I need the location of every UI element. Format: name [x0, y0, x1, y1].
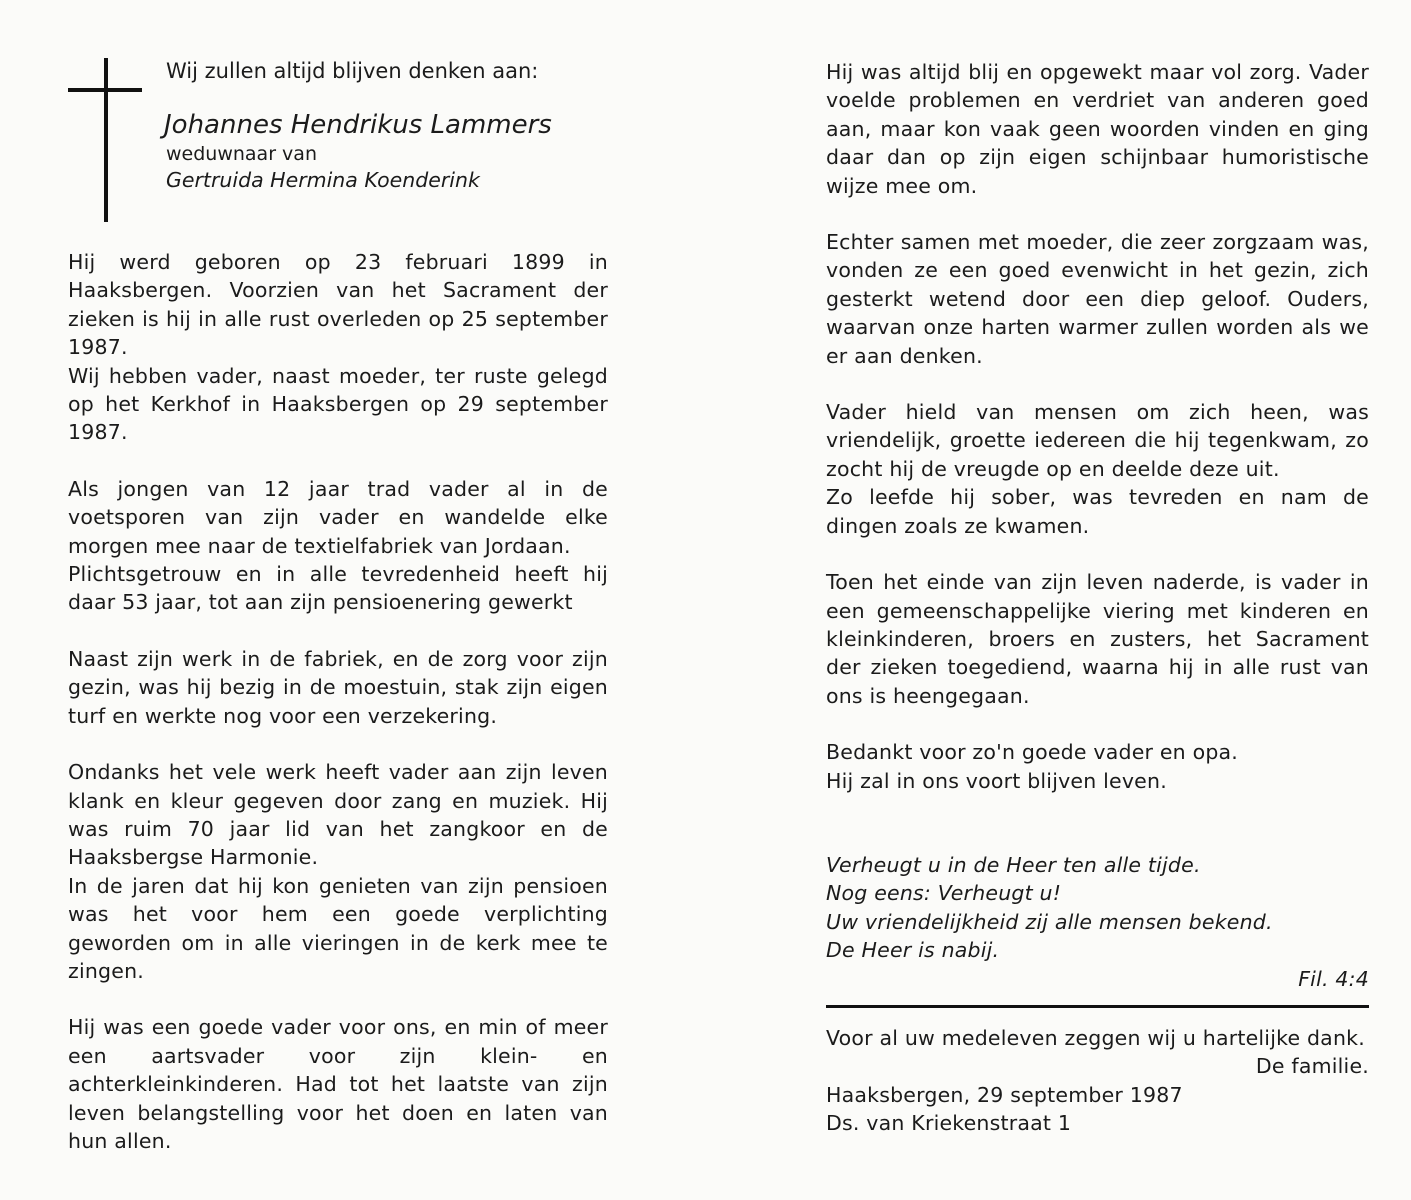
paragraph-youth: Als jongen van 12 jaar trad vader al in de voetsporen van zijn vader en wandelde elke morgen mee naar de textielfabriek van Jordaan. [68, 476, 608, 558]
cross-icon-bar [68, 88, 142, 92]
verse-line: Nog eens: Verheugt u! [826, 881, 1062, 906]
paragraph-people: Vader hield van mensen om zich heen, was vriendelijk, groette iedereen die hij tegenkwam, zo zocht hij de vreugde op en deelde deze uit. [826, 400, 1369, 481]
paragraph-work: Plichtsgetrouw en in alle tevredenheid heeft hij daar 53 jaar, tot aan zijn pensioenering gewerkt [68, 562, 608, 615]
paragraph-end: Toen het einde van zijn leven naderde, is vader in een gemeenschappelijke viering met kinderen en kleinkinderen, broers en zusters, het Sacrament der zieken toegediend, waarna hij in alle rust van ons is heengegaan. [826, 570, 1369, 708]
cross-icon [104, 58, 108, 222]
right-column [826, 58, 1369, 1138]
divider [826, 1005, 1369, 1008]
verse-line: Uw vriendelijkheid zij alle mensen bekend. [826, 909, 1273, 934]
paragraph-mother: Echter samen met moeder, die zeer zorgzaam was, vonden ze een goed evenwicht in het gezin, zich gesterkt wetend door een diep geloof. Ouders, waarvan onze harten warmer zullen worden als we er aan denken. [826, 230, 1369, 368]
widower-label: weduwnaar van [166, 143, 317, 165]
thanks-father: Bedankt voor zo'n goede vader en opa. [826, 740, 1239, 765]
thanks-message: Voor al uw medeleven zeggen wij u hartelijke dank. [826, 1025, 1365, 1050]
place-date: Haaksbergen, 29 september 1987 [826, 1082, 1183, 1107]
paragraph-sober: Zo leefde hij sober, was tevreden en nam de dingen zoals ze kwamen. [826, 485, 1369, 538]
paragraph-character: Hij was altijd blij en opgewekt maar vol zorg. Vader voelde problemen en verdriet van anderen goed aan, maar kon vaak geen woorden vinden en ging daar dan op zijn eigen schijnbaar humoristische wijze mee om. [826, 60, 1369, 198]
address: Ds. van Kriekenstraat 1 [826, 1111, 1072, 1136]
paragraph-birth: Hij werd geboren op 23 februari 1899 in Haaksbergen. Voorzien van het Sacrament der zieken is hij in alle rust overleden op 25 september 1987. [68, 250, 608, 360]
spouse-name: Gertruida Hermina Koenderink [166, 168, 480, 192]
paragraph-music: Ondanks het vele werk heeft vader aan zijn leven klank en kleur gegeven door zang en muziek. Hij was ruim 70 jaar lid van het zangkoor en de Haaksbergse Harmonie. [68, 760, 608, 870]
verse-reference: Fil. 4:4 [1298, 966, 1369, 991]
paragraph-burial: Wij hebben vader, naast moeder, ter ruste gelegd op het Kerkhof in Haaksbergen op 29 september 1987. [68, 363, 608, 445]
intro-line: Wij zullen altijd blijven denken aan: [166, 59, 539, 83]
paragraph-father: Hij was een goede vader voor ons, en min of meer een aartsvader voor zijn klein- en achterkleinkinderen. Had tot het laatste van zijn leven belangstelling voor het doen en laten van hun allen. [68, 1015, 608, 1153]
left-column [68, 248, 608, 1155]
signature: De familie. [1255, 1054, 1369, 1079]
verse-line: Verheugt u in de Heer ten alle tijde. [826, 852, 1201, 877]
verse-line: De Heer is nabij. [826, 938, 1000, 963]
remembrance-line: Hij zal in ons voort blijven leven. [826, 768, 1167, 793]
paragraph-pension: In de jaren dat hij kon genieten van zijn pensioen was het voor hem een goede verplichting geworden om in alle vieringen in de kerk mee te zingen. [68, 873, 608, 983]
paragraph-family: Naast zijn werk in de fabriek, en de zorg voor zijn gezin, was hij bezig in de moestuin, stak zijn eigen turf en werkte nog voor een verzekering. [68, 646, 608, 728]
deceased-name: Johannes Hendrikus Lammers [164, 110, 552, 140]
card-header [166, 56, 636, 194]
